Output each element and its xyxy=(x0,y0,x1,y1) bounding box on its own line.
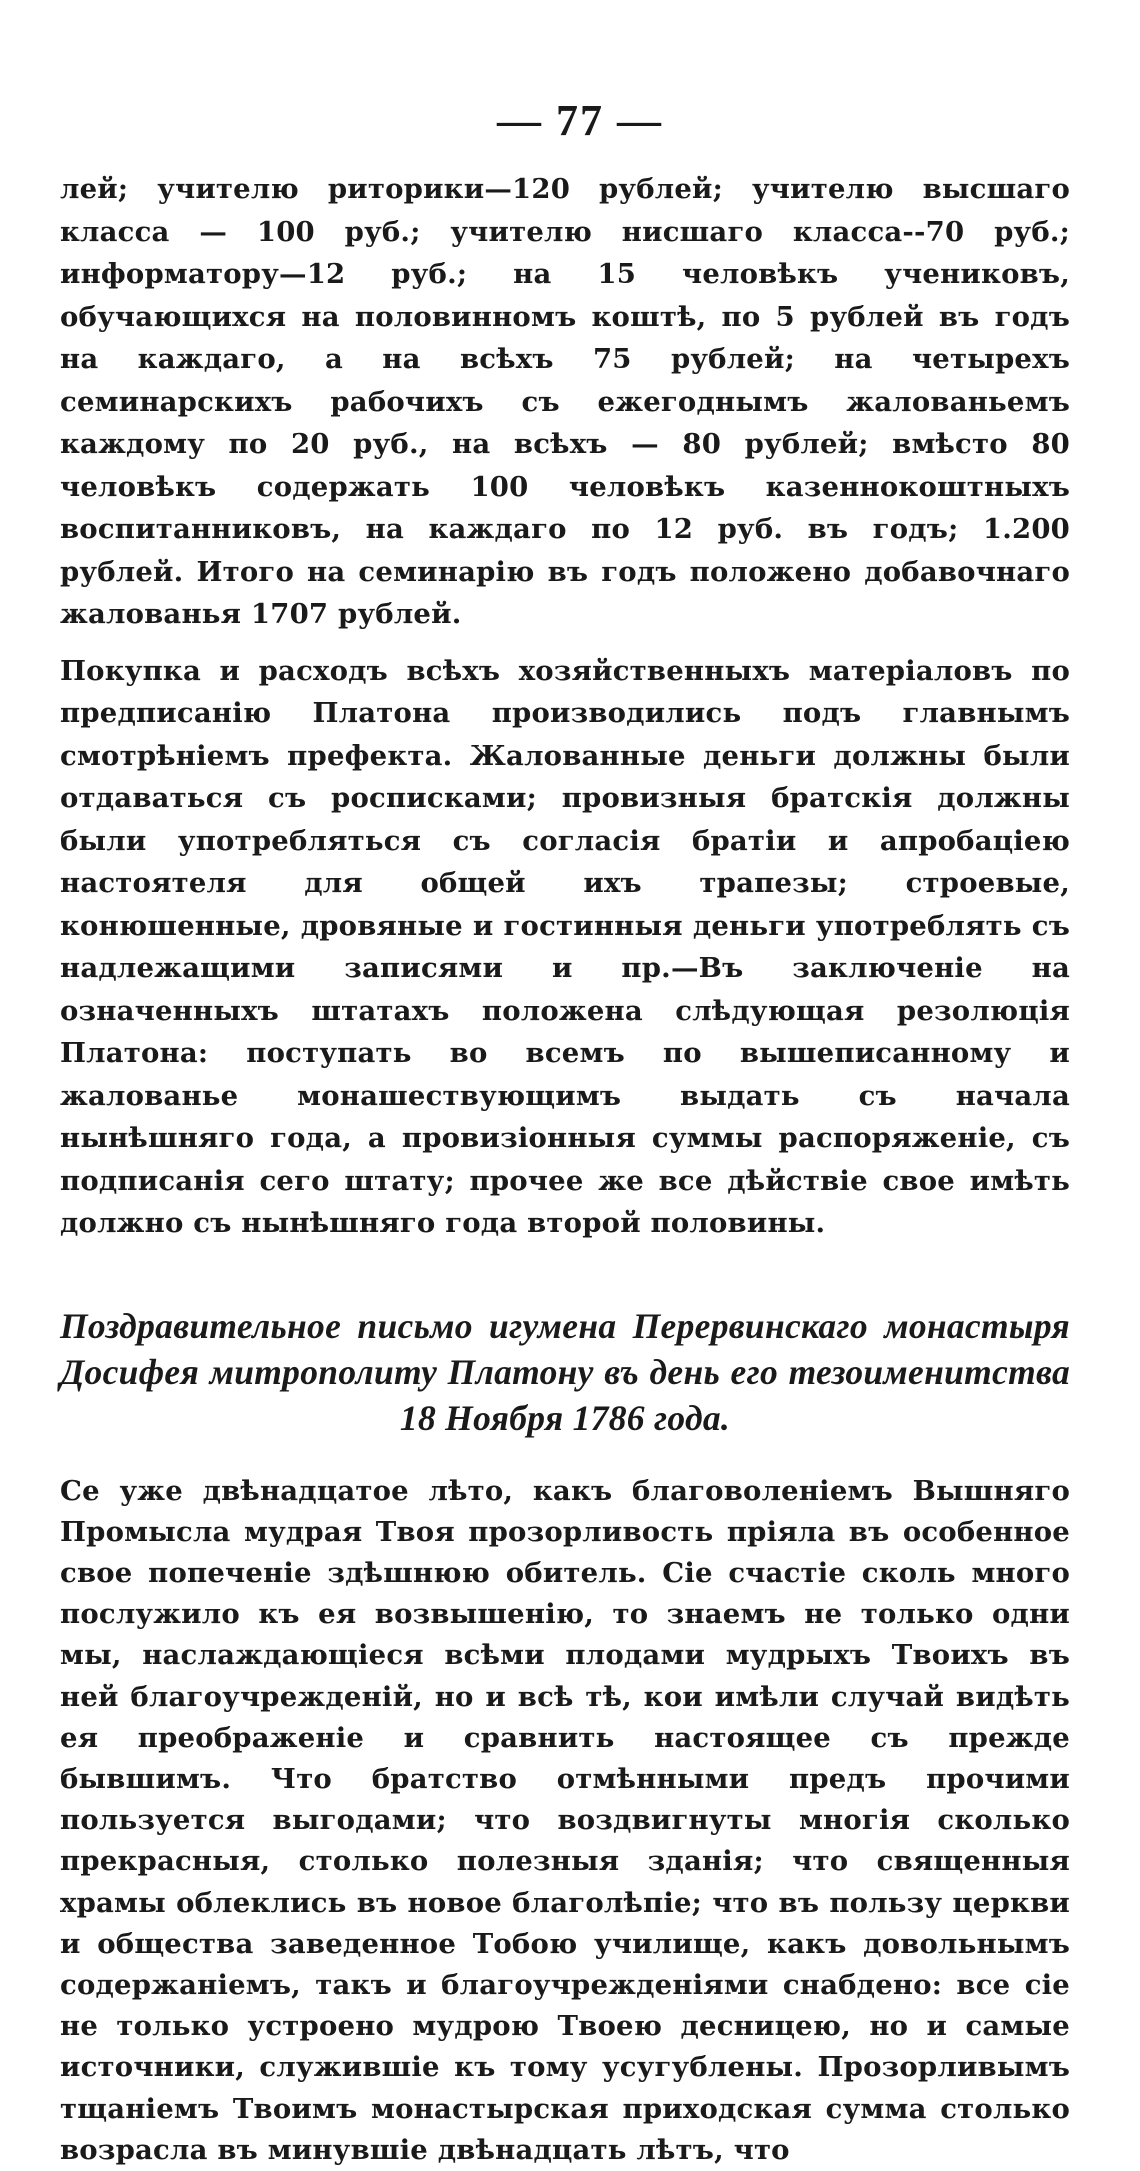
paragraph-letter: Се уже двѣнадцатое лѣто, какъ благоволеніемъ Вышняго Промысла мудрая Твоя прозорливость пріяла въ особенное свое попеченіе здѣшнюю обитель. Сіе счастіе сколь много послужило къ ея возвышенію, то знаемъ не только одни мы, наслаждающіеся всѣми плодами мудрыхъ Твоихъ въ ней благоучрежденій, но и всѣ тѣ, кои имѣли случай видѣть ея преображеніе и сравнить настоящее съ прежде бывшимъ. Что братство отмѣнными предъ прочими пользуется выгодами; что воздвигнуты многія сколько прекрасныя, столько полезныя зданія; что священныя храмы облеклись въ новое благолѣпіе; что въ пользу церкви и общества заведенное Тобою училище, какъ довольнымъ содержаніемъ, такъ и благоучрежденіями снабдено: все сіе не только устроено мудрою Твоею десницею, но и самые источники, служившіе къ тому усугублены. Прозорливымъ тщаніемъ Твоимъ монастырская приходская сумма столько возрасла въ минувшіе двѣнадцать лѣтъ, что xyxy=(60,1474,1070,2166)
section-heading: Поздравительное письмо игумена Перервинскаго монастыря Досифея митрополиту Платону въ день его тезоименитства 18 Ноября 1786 года. xyxy=(60,1305,1070,1438)
letter-body xyxy=(60,1471,1070,2171)
paragraph-salaries: лей; учителю риторики—120 рублей; учителю высшаго класса — 100 руб.; учителю нисшаго класса--70 руб.; информатору—12 руб.; на 15 человѣкъ учениковъ, обучающихся на половинномъ коштѣ, по 5 рублей въ годъ на каждаго, а на всѣхъ 75 рублей; на четырехъ семинарскихъ рабочихъ съ ежегоднымъ жалованьемъ каждому по 20 руб., на всѣхъ — 80 рублей; вмѣсто 80 человѣкъ содержать 100 человѣкъ казеннокоштныхъ воспитанниковъ, на каждаго по 12 руб. въ годъ; 1.200 рублей. Итого на семинарію въ годъ положено добавочнаго жалованья 1707 рублей. xyxy=(60,173,1070,630)
section-gap xyxy=(60,1245,1070,1303)
document-page xyxy=(60,95,1070,2171)
paragraph-gap xyxy=(60,636,1070,650)
paragraph-resolution: Покупка и расходъ всѣхъ хозяйственныхъ матеріаловъ по предписанію Платона производились подъ главнымъ смотрѣніемъ префекта. Жалованные деньги должны были отдаваться съ росписками; провизныя братскія должны были употребляться съ согласія братіи и апробаціею настоятеля для общей ихъ трапезы; строевые, конюшенные, дровяные и гостинныя деньги употреблять съ надлежащими записями и пр.—Въ заключеніе на означенныхъ штатахъ положена слѣдующая резолюція Платона: поступать во всемъ по вышеписанному и жалованье монашествующимъ выдать съ начала нынѣшняго года, а провизіонныя суммы распоряженіе, съ подписанія сего штату; прочее же все дѣйствіе свое имѣть должно съ нынѣшняго года второй половины. xyxy=(60,654,1070,1239)
page-number: — 77 — xyxy=(497,96,663,145)
staff-paragraphs xyxy=(60,168,1070,1245)
heading-gap xyxy=(60,1441,1070,1471)
